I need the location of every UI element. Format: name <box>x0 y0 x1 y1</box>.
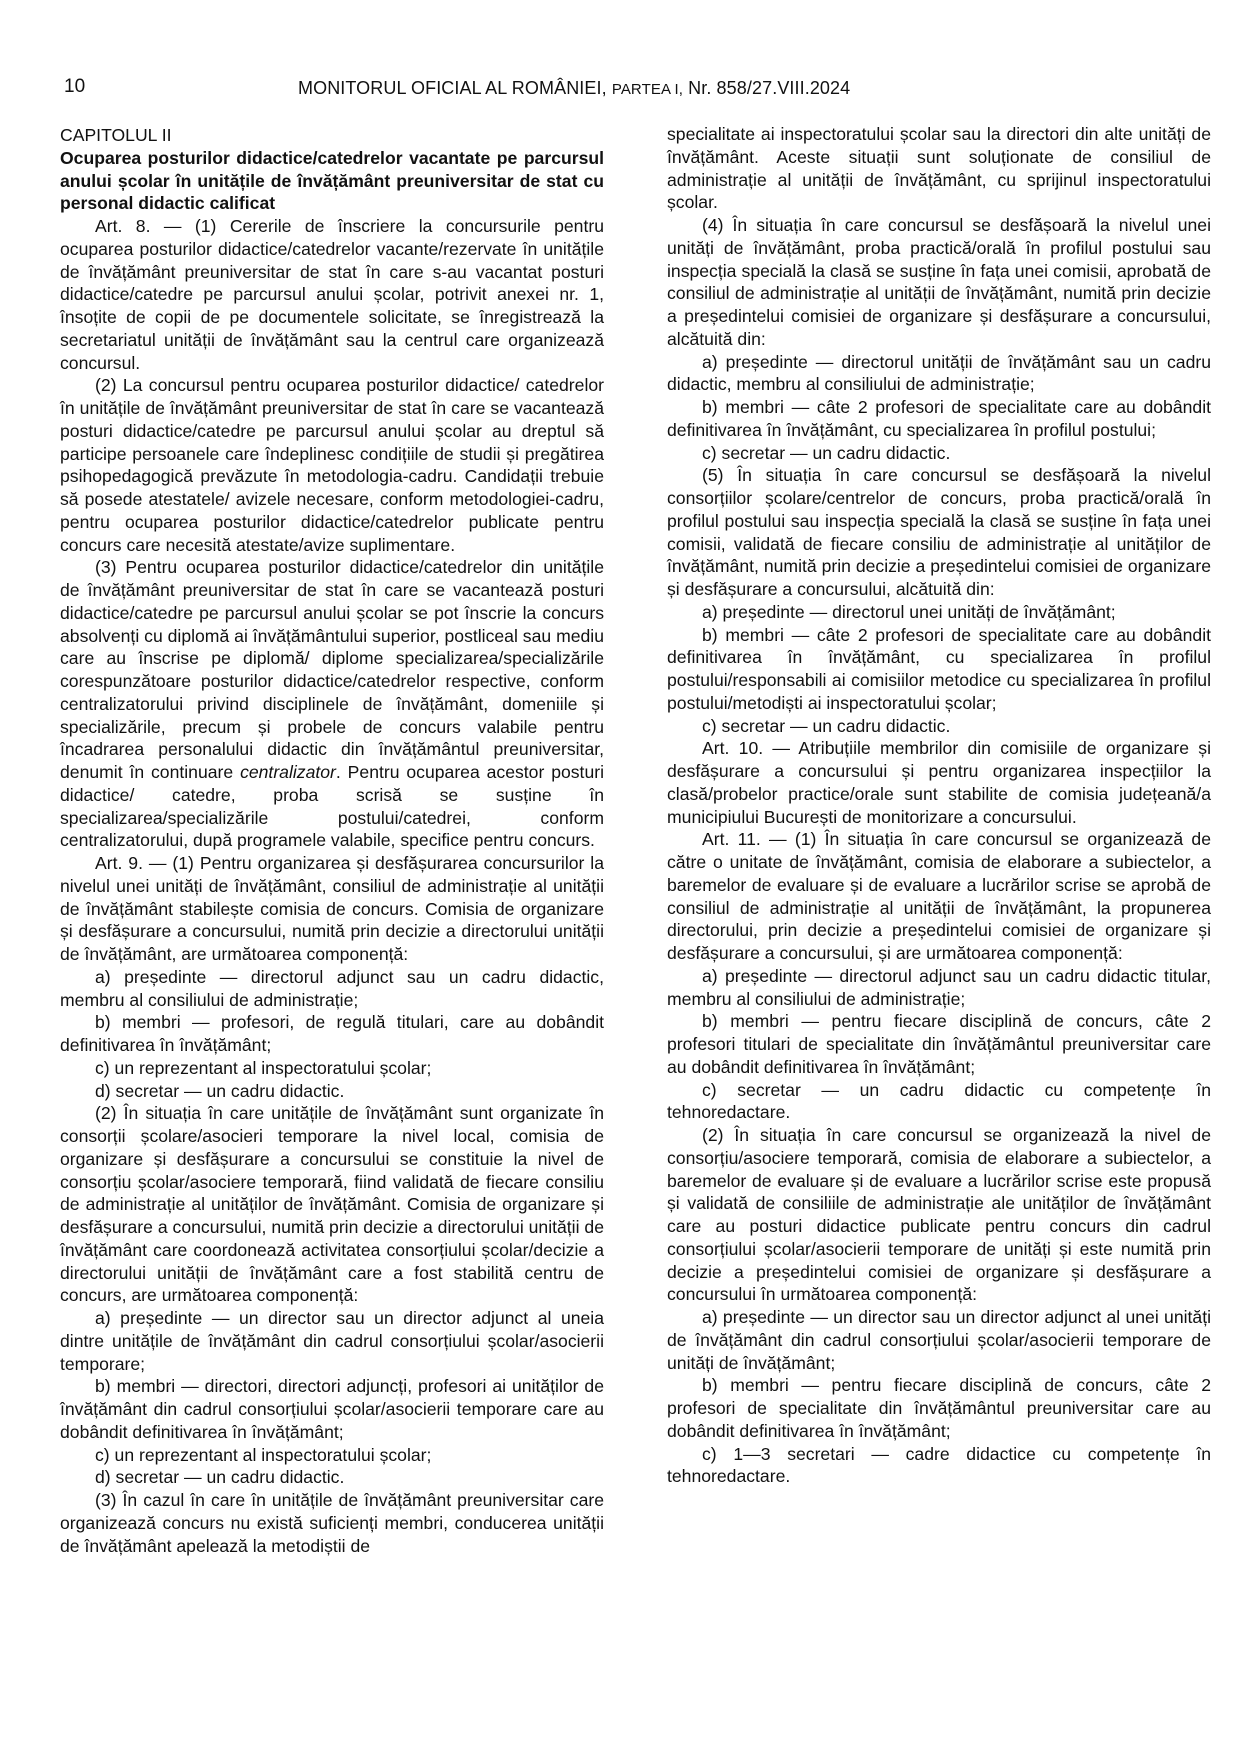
list-item: d) secretar — un cadru didactic. <box>95 1467 345 1488</box>
paragraph-art9-2: (2) În situația în care unitățile de învățământ sunt organizate în consorții școlare/asocieri temporare la nivel local, comisia de organizare și desfășurare a concursului se constituie la nivel de consorțiu școlar/asociere temporară, fiind validată de fiecare consiliu de administrație al unităților de învățământ. Comisia de organizare și desfășurare a concursului, numită prin decizie a directorului unității de învățământ care coordonează activitatea consorțiului școlar/decizie a directorului unității de învățământ care a fost stabilită centru de concurs, are următoarea componență: <box>60 1103 604 1306</box>
list-item: c) secretar — un cadru didactic cu competențe în tehnoredactare. <box>667 1079 1211 1123</box>
paragraph-art11-2: (2) În situația în care concursul se organizează la nivel de consorțiu/asociere temporară, comisia de elaborare a subiectelor, a baremelor de evaluare și de evaluare a lucrărilor scrise este propusă și validată de consiliile de administrație ale unităților de învățământ care au posturi didactice publicate pentru concurs din cadrul consorțiului școlar/asocierii temporare de unități și este numită prin decizie a președintelui comisiei de organizare și desfășurare a concursului în următoarea componență: <box>667 1125 1211 1305</box>
list-item: b) membri — câte 2 profesori de specialitate care au dobândit definitivarea în învățământ, cu specializarea în profilul postului/responsabili ai comisiilor metodice cu specializarea în profilul postului/metodiști ai inspectoratului școlar; <box>667 624 1211 713</box>
paragraph-art9-3: (3) În cazul în care în unitățile de învățământ preuniversitar care organizează concurs nu există suficienți membri, conducerea unității de învățământ apelează la metodiștii de <box>60 1490 604 1556</box>
page-number: 10 <box>64 76 86 97</box>
paragraph-art9-5: (5) În situația în care concursul se desfășoară la nivelul consorțiilor școlare/centrelor de concurs, proba practică/orală în profilul postului sau inspecția specială la clasă se susține în fața unei comisii, validată de fiecare consiliu de administrație al unităților de învățământ, numită prin decizie a președintelui comisiei de organizare și desfășurare a concursului, alcătuită din: <box>667 465 1211 599</box>
right-column <box>667 123 1211 1488</box>
text-span: . Pentru ocuparea acestor posturi didactice/ catedre, proba scrisă se susține în specializarea/specializările postului/catedrei, conform centralizatorului, după programele valabile, specifice pentru concurs. <box>60 762 604 851</box>
text-span: (3) Pentru ocuparea posturilor didactice/catedrelor din unitățile de învățământ preuniversitar de stat în care se vacantează posturi didactice/catedre pe parcursul anului școlar se pot înscrie la concurs absolvenți cu diplomă ai învățământului superior, postliceal sau mediu care au înscrise pe diplomă/ diplome specializarea/specializările corespunzătoare posturilor didactice/catedrelor respective, conform centralizatorului privind disciplinele de învățământ, domeniile și specializările, precum și probele de concurs valabile pentru încadrarea personalului didactic din învățământul preuniversitar, denumit în continuare <box>60 557 604 782</box>
list-item: a) președinte — directorul unității de învățământ sau un cadru didactic, membru al consiliului de administrație; <box>667 351 1211 395</box>
list-item: c) un reprezentant al inspectoratului școlar; <box>95 1057 432 1078</box>
paragraph-art8-1: Art. 8. — (1) Cererile de înscriere la concursurile pentru ocuparea posturilor didactice/catedrelor vacante/rezervate în unitățile de învățământ preuniversitar de stat în care s-au vacantat posturi didactice/catedre pe parcursul anului școlar, potrivit anexei nr. 1, însoțite de copii de pe documentele solicitate, se înregistrează la secretariatul unității de învățământ sau la centrul care organizează concursul. <box>60 216 604 373</box>
list-item: b) membri — câte 2 profesori de specialitate care au dobândit definitivarea în învățământ, cu specializarea în profilul postului; <box>667 397 1211 440</box>
list-item: a) președinte — un director sau un director adjunct al unei unități de învățământ din cadrul consorțiului școlar/asocierii temporare de unități de învățământ; <box>667 1307 1211 1373</box>
list-item: b) membri — pentru fiecare disciplină de concurs, câte 2 profesori titulari de specialitate din învățământul preuniversitar care au dobândit definitivarea în învățământ; <box>667 1011 1211 1077</box>
list-item: b) membri — profesori, de regulă titulari, care au dobândit definitivarea în învățământ; <box>60 1012 604 1055</box>
list-item: d) secretar — un cadru didactic. <box>95 1080 345 1101</box>
paragraph-art9-3-continued: specialitate ai inspectoratului școlar sau la directori din alte unități de învățământ. Aceste situații sunt soluționate de consiliul de administrație al unității de învățământ, cu sprijinul inspectoratului școlar. <box>667 124 1211 213</box>
list-item: a) președinte — directorul unei unități de învățământ; <box>702 601 1116 622</box>
list-item: c) secretar — un cadru didactic. <box>702 442 951 463</box>
paragraph-art10: Art. 10. — Atribuțiile membrilor din comisiile de organizare și desfășurare a concursului și pentru organizarea inspecțiilor la clasă/probelor practice/orale sunt stabilite de comisia județeană/a municipiului București de monitorizare a concursului. <box>667 738 1211 827</box>
chapter-heading: CAPITOLUL II <box>60 125 172 145</box>
list-item: b) membri — pentru fiecare disciplină de concurs, câte 2 profesori de specialitate din învățământul preuniversitar care au dobândit definitivarea în învățământ; <box>667 1375 1211 1441</box>
left-column <box>60 124 604 1557</box>
paragraph-art11-1: Art. 11. — (1) În situația în care concursul se organizează de către o unitate de învățământ, comisia de elaborare a subiectelor, a baremelor de evaluare și de evaluare a lucrărilor scrise se aprobă de consiliul de administrație al unității de învățământ, la propunerea directorului, prin decizie a președintelui comisiei de organizare și desfășurare a concursului, și are următoarea componență: <box>667 829 1211 963</box>
list-item: a) președinte — un director sau un director adjunct al uneia dintre unitățile de învățământ din cadrul consorțiului școlar/asocierii temporare; <box>60 1308 604 1374</box>
list-item: c) 1—3 secretari — cadre didactice cu competențe în tehnoredactare. <box>667 1443 1211 1487</box>
list-item: b) membri — directori, directori adjuncți, profesori ai unităților de învățământ din cadrul consorțiului școlar/asocierii temporare care au dobândit definitivarea în învățământ; <box>60 1376 604 1442</box>
list-item: c) secretar — un cadru didactic. <box>702 715 951 736</box>
paragraph-art8-2: (2) La concursul pentru ocuparea posturilor didactice/ catedrelor în unitățile de învățământ preuniversitar de stat în care se vacantează posturi didactice/catedre pe parcursul anului școlar au dreptul să participe persoanele care îndeplinesc condițiile de studii și pregătirea psihopedagogică prevăzute în metodologia-cadru. Candidații trebuie să posede atestatele/ avizele necesare, conform metodologiei-cadru, pentru ocuparea posturilor didactice/catedrelor publicate pentru concurs care necesită atestate/avize suplimentare. <box>60 375 604 555</box>
title-issue: Nr. 858/27.VIII.2024 <box>688 78 851 98</box>
italic-term: centralizator <box>240 762 336 782</box>
title-main: MONITORUL OFICIAL AL ROMÂNIEI, <box>298 78 607 98</box>
list-item: a) președinte — directorul adjunct sau un cadru didactic titular, membru al consiliului de administrație; <box>667 965 1211 1009</box>
publication-title <box>298 78 850 99</box>
list-item: a) președinte — directorul adjunct sau un cadru didactic, membru al consiliului de administrație; <box>60 966 604 1010</box>
chapter-title: Ocuparea posturilor didactice/catedrelor vacantate pe parcursul anului școlar în unitățile de învățământ preuniversitar de stat cu personal didactic calificat <box>60 147 604 214</box>
paragraph-art9-4: (4) În situația în care concursul se desfășoară la nivelul unei unități de învățământ, proba practică/orală în profilul postului sau inspecția specială la clasă se susține în fața unei comisii, aprobată de consiliul de administrație al unității de învățământ, numită prin decizie a președintelui comisiei de organizare și desfășurare a concursului, alcătuită din: <box>667 215 1211 349</box>
list-item: c) un reprezentant al inspectoratului școlar; <box>95 1444 432 1465</box>
page-header <box>60 76 1211 100</box>
paragraph-art8-3 <box>60 556 604 852</box>
paragraph-art9-1: Art. 9. — (1) Pentru organizarea și desfășurarea concursurilor la nivelul unei unități de învățământ, consiliul de administrație al unității de învățământ stabilește comisia de concurs. Comisia de organizare și desfășurare a concursului, numită prin decizie a directorului unității de învățământ, are următoarea componență: <box>60 853 604 964</box>
title-part: PARTEA I, <box>611 81 684 98</box>
